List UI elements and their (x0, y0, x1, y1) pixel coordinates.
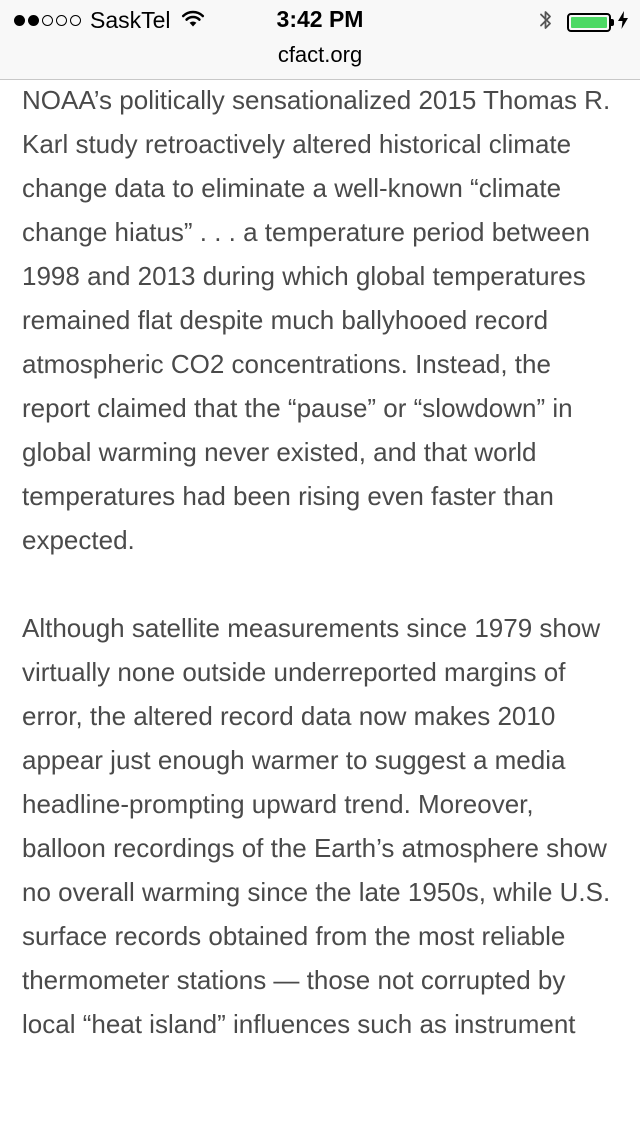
charging-bolt-icon (618, 11, 628, 34)
battery-icon (567, 13, 611, 32)
status-bar (0, 0, 640, 40)
article-body (0, 80, 640, 1046)
battery-level-fill (571, 17, 607, 28)
bluetooth-icon (539, 8, 553, 37)
url-text[interactable]: cfact.org (277, 42, 363, 67)
article-paragraph: NOAA’s politically sensationalized 2015 Thomas R. Karl study retroactively altered historical climate change data to eliminate a well-known “climate change hiatus” . . . a temperature period between 1998 and 2013 during which global temperatures remained flat despite much ballyhooed record atmospheric CO2 concentrations. Instead, the report claimed that the “pause” or “slowdown” in global warming never existed, and that world temperatures had been rising even faster than expected. (22, 85, 611, 555)
battery-tip (611, 19, 614, 26)
url-bar[interactable] (0, 40, 640, 80)
status-right-group (539, 8, 628, 37)
carrier-name: SaskTel (90, 7, 171, 33)
page-content[interactable] (0, 80, 640, 1136)
clock: 3:42 PM (276, 6, 364, 32)
article-paragraph: Although satellite measurements since 1979 show virtually none outside underreported margins of error, the altered record data now makes 2010 appear just enough warmer to suggest a media headline-prompting upward trend. Moreover, balloon recordings of the Earth’s atmosphere show no overall warming since the late 1950s, while U.S. surface records obtained from the most reliable thermometer stations — those not corrupted by local “heat island” influences such as instrument (22, 613, 611, 1039)
